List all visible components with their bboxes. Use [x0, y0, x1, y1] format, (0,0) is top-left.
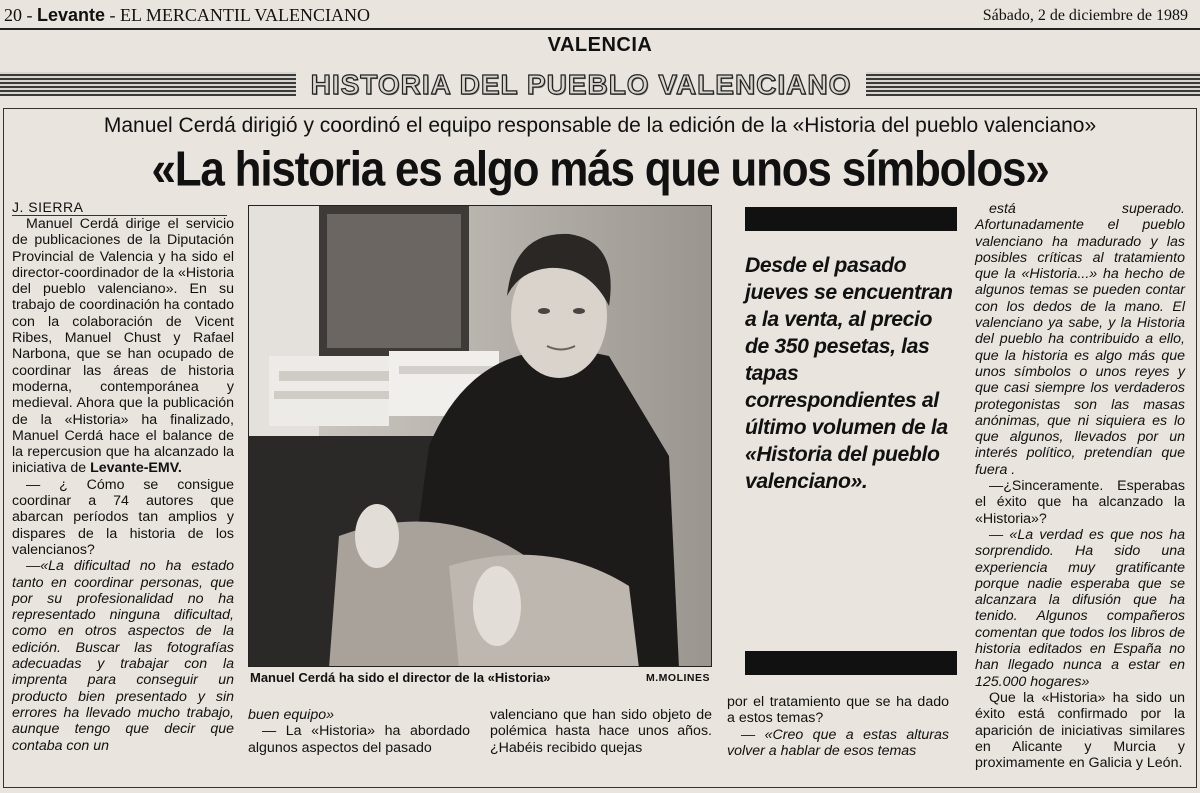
bottom-column-3: [727, 694, 949, 759]
series-band: [0, 66, 1200, 104]
caption-text: Manuel Cerdá ha sido el director de la «Historia»: [250, 670, 551, 685]
pullquote-bar-top: [745, 207, 957, 231]
closing-paragraph: Que la «Historia» ha sido un éxito está confirmado por la aparición de iniciativas similares en Alicante y Murcia y proximamente en Galicia y León.: [975, 689, 1185, 772]
answer-1-end: buen equipo»: [248, 707, 334, 723]
section-title: VALENCIA: [547, 34, 653, 56]
question-2-middle: valenciano que han sido objeto de polémica hasta hace unos años.¿Habéis recibido quejas: [490, 707, 712, 756]
answer-2-continued: está superado. Afortunadamente el pueblo valenciano ha madurado y las posibles críticas al tratamiento que la «Historia...» ha hecho de algunos temas se pueden contar con los dedos de la mano. El valenciano ya sabe, y la Historia del pueblo ha contribuido a ello, que la historia es algo más que unos símbolos o unos reyes y que casi siempre los verdaderos protegonistas son las masas anónimas, que ni siquiera es lo que algunos, llevados por un interés político, pretendían que fuera .: [975, 201, 1185, 478]
answer-2-start: — «Creo que a estas alturas volver a hablar de esos temas: [727, 726, 949, 759]
issue-date: Sábado, 2 de diciembre de 1989: [982, 7, 1188, 24]
column-1: [12, 216, 234, 754]
intro-paragraph: [12, 216, 234, 477]
question-2-start: — La «Historia» ha abordado algunos aspectos del pasado: [248, 723, 470, 756]
answer-3: — «La verdad es que nos ha sorprendido. Ha sido una experiencia muy gratificante porque nadie esperaba que se alcanzara la difusión que ha tenido. Algunos compañeros comentan que todos los libros de historia editados en España no han llegado nunca a estar en 125.000 hogares»: [975, 526, 1185, 690]
photo-illustration: [249, 206, 712, 667]
portrait-photo: [248, 205, 712, 667]
intro-text: Manuel Cerdá dirige el servicio de publicaciones de la Diputación Provincial de Valencia y ha sido el director-coordinador de la «Historia del pueblo valenciano». En su trabajo de coordinación ha contado con la colaboración de Vicent Ribes, Manuel Chust y Rafael Narbona, que se han ocupado de coordinar las áreas de historia moderna, contemporánea y medieval. Ahora que la publicación de la «Historia» ha finalizado, Manuel Cerdá hace el balance de la repercusion que ha alcanzado la iniciativa de: [12, 216, 234, 477]
bottom-column-2: [490, 707, 712, 756]
article-subtitle: Manuel Cerdá dirigió y coordinó el equipo responsable de la edición de la «Historia del pueblo valenciano»: [103, 114, 1097, 137]
column-4: [975, 201, 1185, 771]
article-headline: «La historia es algo más que unos símbolos»: [151, 142, 1049, 197]
question-1: — ¿ Cómo se consigue coordinar a 74 autores que abarcan períodos tan amplios y dispares de la historia de los valencianos?: [12, 476, 234, 558]
folio-bar: [0, 0, 1200, 30]
brand-name: Levante: [37, 5, 106, 25]
question-3: —¿Sinceramente. Esperabas el éxito que ha alcanzado la «Historia»?: [975, 478, 1185, 527]
page-number: 20: [4, 5, 22, 25]
bottom-column-1: [248, 707, 470, 756]
folio-left: 20 - Levante - EL MERCANTIL VALENCIANO: [4, 5, 371, 25]
pullquote-bar-bottom: [745, 651, 957, 675]
intro-bold: Levante-EMV.: [90, 460, 182, 477]
photo-caption: [250, 670, 710, 685]
byline: J. SIERRA: [12, 199, 227, 216]
question-2-end: por el tratamiento que se ha dado a estos temas?: [727, 694, 949, 727]
photo-credit: M.MOLINES: [646, 672, 710, 684]
newspaper-name: EL MERCANTIL VALENCIANO: [120, 5, 371, 25]
answer-1: —«La dificultad no ha estado tanto en coordinar personas, que por su profesionalidad no ha representado ninguna dificultad, como en otros aspectos de la edición. Buscar las fotografías adecuadas y trabajar con la imprenta para conseguir un producto bien presentado y sin errores ha llevado mucho trabajo, aunque tengo que decir que contaba con un: [12, 558, 234, 754]
pull-quote: Desde el pasado jueves se encuentran a la venta, al precio de 350 pesetas, las tapas correspondientes al último volumen de la «Historia del pueblo valenciano».: [745, 254, 953, 493]
band-label: HISTORIA DEL PUEBLO VALENCIANO: [296, 66, 866, 104]
